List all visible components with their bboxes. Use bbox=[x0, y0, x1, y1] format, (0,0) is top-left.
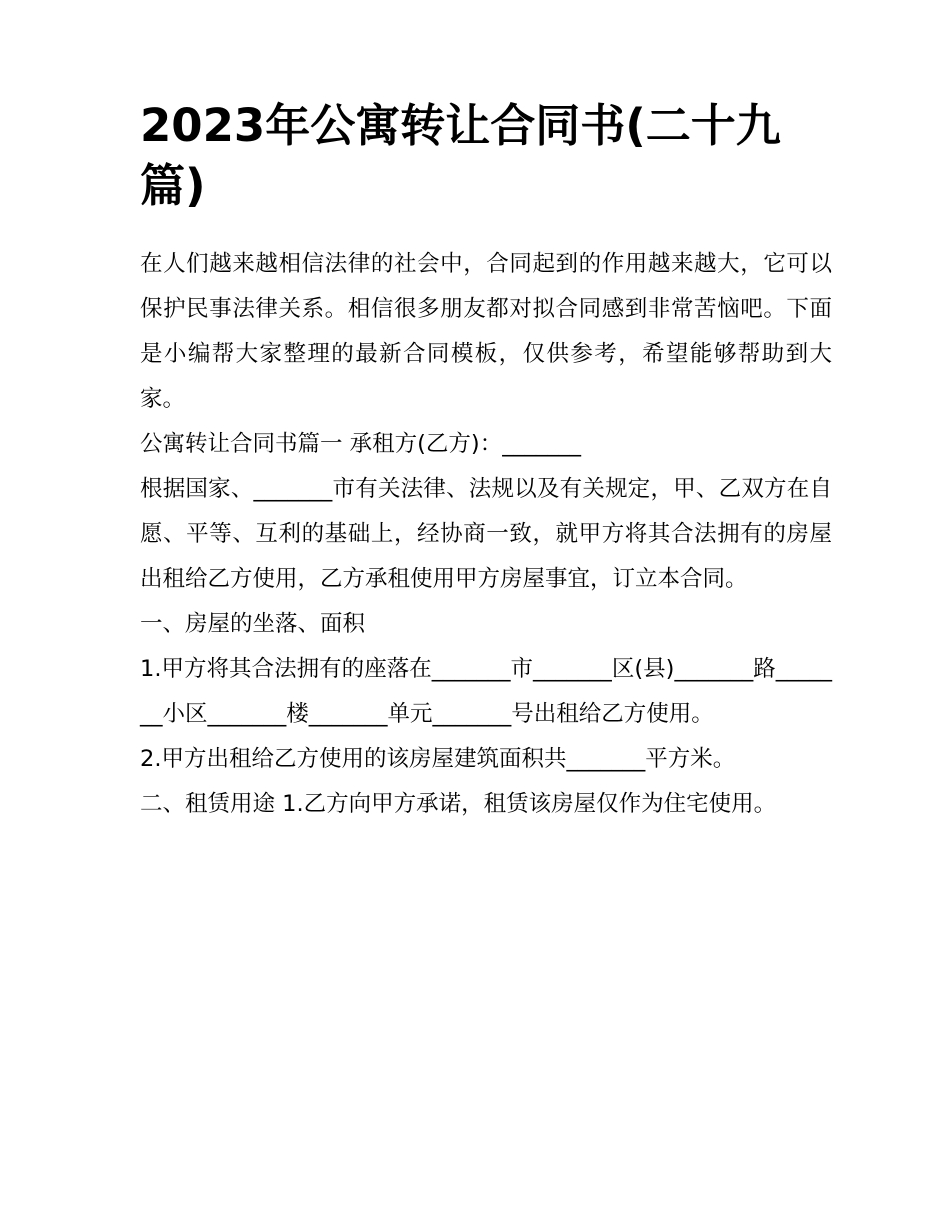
paragraph-preamble: 根据国家、_______市有关法律、法规以及有关规定，甲、乙双方在自愿、平等、互利的基础上，经协商一致，就甲方将其合法拥有的房屋出租给乙方使用，乙方承租使用甲方房屋事宜，订立本合同。 bbox=[140, 475, 832, 592]
paragraph-section-heading-lessee: 公寓转让合同书篇一 承租方(乙方)：_______ bbox=[140, 430, 581, 457]
paragraph-clause-one-item-2: 2.甲方出租给乙方使用的该房屋建筑面积共_______平方米。 bbox=[140, 745, 736, 772]
paragraph-clause-one-heading: 一、房屋的坐落、面积 bbox=[140, 610, 366, 637]
paragraph-intro: 在人们越来越相信法律的社会中，合同起到的作用越来越大，它可以保护民事法律关系。相信很多朋友都对拟合同感到非常苦恼吧。下面是小编帮大家整理的最新合同模板，仅供参考，希望能够帮助到大家。 bbox=[140, 250, 832, 412]
paragraph-clause-two: 二、租赁用途 1.乙方向甲方承诺，租赁该房屋仅作为住宅使用。 bbox=[140, 790, 777, 817]
page-title: 2023年公寓转让合同书(二十九篇) bbox=[140, 99, 781, 212]
paragraph-clause-one-item-1: 1.甲方将其合法拥有的座落在_______市_______区(县)_______路_______小区_______楼_______单元_______号出租给乙方使用。 bbox=[140, 655, 832, 727]
